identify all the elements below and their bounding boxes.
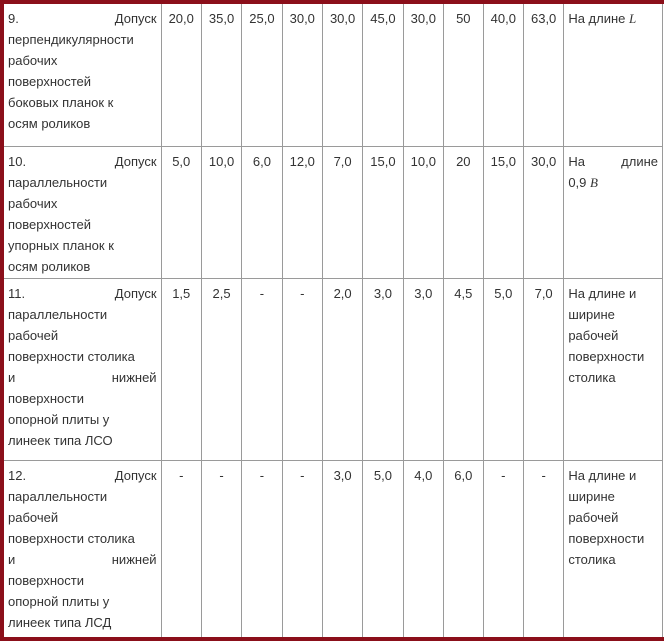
- parameter-name-line: рабочей: [8, 328, 59, 343]
- tolerance-value-cell: 4,5: [443, 279, 483, 461]
- tolerance-value-cell: -: [161, 461, 201, 641]
- parameter-name-line: поверхности столика: [8, 349, 135, 364]
- tolerance-value-cell: 4,0: [403, 461, 443, 641]
- measurement-note-cell: [564, 279, 663, 461]
- measurement-note-factor: 0,9: [568, 175, 590, 190]
- tolerance-value-cell: 63,0: [523, 4, 563, 147]
- parameter-name-cell: [4, 147, 162, 279]
- tolerance-value-cell: 30,0: [403, 4, 443, 147]
- parameter-name-line: 10. Допуск: [8, 154, 157, 169]
- parameter-name-line: осям роликов: [8, 116, 91, 131]
- tolerance-value-cell: 6,0: [242, 147, 282, 279]
- parameter-name-line: поверхности: [8, 391, 84, 406]
- measurement-note-cell: [564, 4, 663, 147]
- measurement-note-variable: L: [629, 11, 637, 26]
- tolerance-value-cell: 7,0: [523, 279, 563, 461]
- parameter-name-cell: [4, 4, 162, 147]
- tolerance-value-cell: -: [282, 279, 322, 461]
- tolerance-value-cell: 5,0: [161, 147, 201, 279]
- tolerance-value-cell: 2,0: [322, 279, 362, 461]
- tolerance-value-cell: -: [483, 461, 523, 641]
- parameter-name-line: рабочих: [8, 196, 58, 211]
- tolerance-table: [3, 3, 663, 641]
- parameter-name-cell: [4, 461, 162, 641]
- parameter-name-line: 11. Допуск: [8, 286, 157, 301]
- parameter-name-line: поверхностей: [8, 74, 92, 89]
- measurement-note-line: ширине: [568, 489, 615, 504]
- parameter-name-line: и нижней: [8, 370, 157, 385]
- measurement-note-cell: [564, 147, 663, 279]
- tolerance-value-cell: -: [242, 461, 282, 641]
- measurement-note-line: ширине: [568, 307, 615, 322]
- tolerance-value-cell: 30,0: [322, 4, 362, 147]
- parameter-name-line: рабочих: [8, 53, 58, 68]
- measurement-note-line: столика: [568, 552, 616, 567]
- tolerance-value-cell: 1,5: [161, 279, 201, 461]
- table-row: [4, 4, 663, 147]
- tolerance-value-cell: 3,0: [363, 279, 403, 461]
- tolerance-value-cell: 20: [443, 147, 483, 279]
- table-row: [4, 461, 663, 641]
- tolerance-value-cell: 3,0: [403, 279, 443, 461]
- tolerance-value-cell: 30,0: [282, 4, 322, 147]
- tolerance-value-cell: 5,0: [363, 461, 403, 641]
- measurement-note-line: На длине и: [568, 468, 637, 483]
- measurement-note-text: На длине: [568, 11, 629, 26]
- parameter-name-line: 12. Допуск: [8, 468, 157, 483]
- measurement-note-text: На длине: [568, 154, 658, 169]
- parameter-name-line: рабочей: [8, 510, 59, 525]
- tolerance-value-cell: 35,0: [201, 4, 241, 147]
- parameter-name-line: параллельности: [8, 307, 108, 322]
- tolerance-value-cell: 3,0: [322, 461, 362, 641]
- parameter-name-line: параллельности: [8, 489, 108, 504]
- measurement-note-variable: B: [590, 175, 598, 190]
- tolerance-value-cell: 5,0: [483, 279, 523, 461]
- tolerance-value-cell: 15,0: [363, 147, 403, 279]
- measurement-note-line: столика: [568, 370, 616, 385]
- tolerance-value-cell: 30,0: [523, 147, 563, 279]
- measurement-note-line: На длине и: [568, 286, 637, 301]
- measurement-note-line: рабочей: [568, 328, 619, 343]
- parameter-name-line: упорных планок к: [8, 238, 114, 253]
- parameter-name-line: линеек типа ЛСО: [8, 433, 113, 448]
- tolerance-value-cell: 2,5: [201, 279, 241, 461]
- tolerance-value-cell: 10,0: [403, 147, 443, 279]
- tolerance-value-cell: 50: [443, 4, 483, 147]
- measurement-note-line: поверхности: [568, 349, 645, 364]
- parameter-name-line: и нижней: [8, 552, 157, 567]
- parameter-name-line: опорной плиты у: [8, 594, 110, 609]
- measurement-note-cell: [564, 461, 663, 641]
- tolerance-value-cell: 7,0: [322, 147, 362, 279]
- tolerance-value-cell: 10,0: [201, 147, 241, 279]
- parameter-name-line: осям роликов: [8, 259, 91, 274]
- table-row: [4, 279, 663, 461]
- parameter-name-cell: [4, 279, 162, 461]
- parameter-name-line: линеек типа ЛСД: [8, 615, 112, 630]
- tolerance-value-cell: -: [201, 461, 241, 641]
- tolerance-value-cell: -: [282, 461, 322, 641]
- parameter-name-line: поверхностей: [8, 217, 92, 232]
- measurement-note-line: поверхности: [568, 531, 645, 546]
- tolerance-value-cell: -: [242, 279, 282, 461]
- tolerance-value-cell: 20,0: [161, 4, 201, 147]
- measurement-note-line: рабочей: [568, 510, 619, 525]
- parameter-name-line: параллельности: [8, 175, 108, 190]
- tolerance-value-cell: 45,0: [363, 4, 403, 147]
- tolerance-value-cell: 40,0: [483, 4, 523, 147]
- parameter-name-line: боковых планок к: [8, 95, 114, 110]
- tolerance-value-cell: 25,0: [242, 4, 282, 147]
- table-row: [4, 147, 663, 279]
- tolerance-value-cell: 6,0: [443, 461, 483, 641]
- tolerance-value-cell: 12,0: [282, 147, 322, 279]
- parameter-name-line: перпендикулярности: [8, 32, 134, 47]
- parameter-name-line: опорной плиты у: [8, 412, 110, 427]
- parameter-name-line: 9. Допуск: [8, 11, 157, 26]
- tolerance-value-cell: -: [523, 461, 563, 641]
- parameter-name-line: поверхности: [8, 573, 84, 588]
- tolerance-value-cell: 15,0: [483, 147, 523, 279]
- parameter-name-line: поверхности столика: [8, 531, 135, 546]
